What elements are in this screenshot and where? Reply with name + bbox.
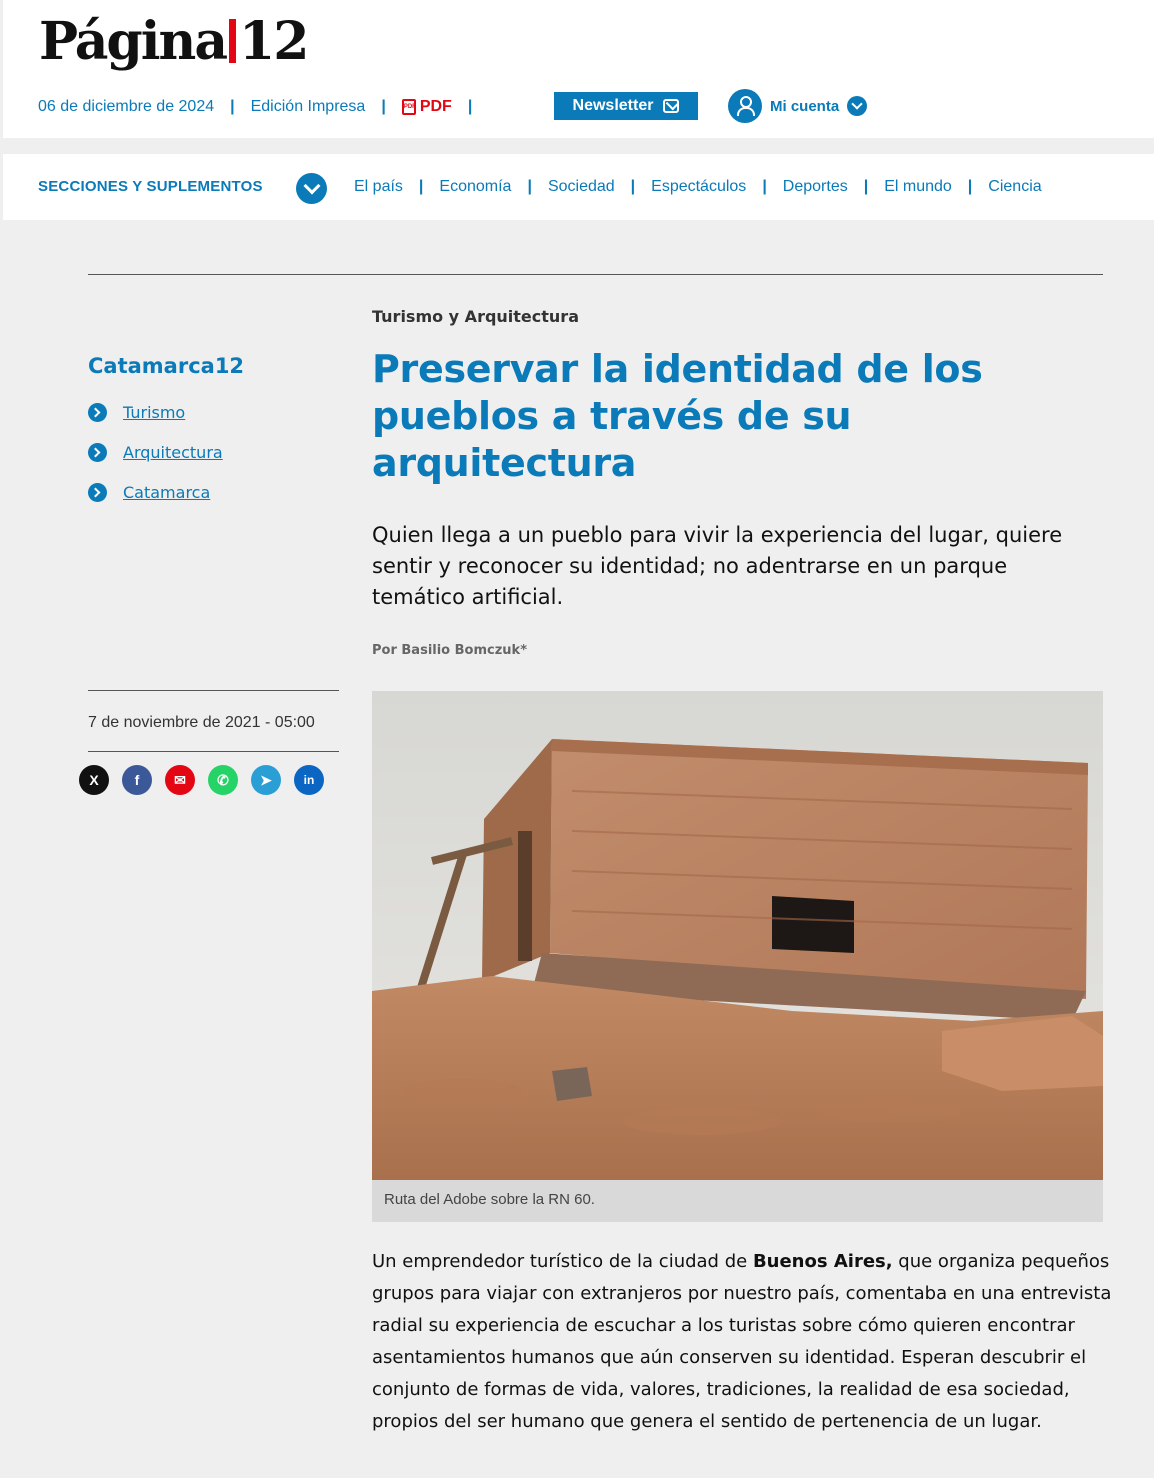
pdf-link[interactable]	[402, 98, 452, 116]
adobe-ruin-illustration	[372, 691, 1103, 1180]
account-menu[interactable]	[728, 89, 867, 123]
user-icon	[728, 89, 762, 123]
whatsapp-share-icon[interactable]: ✆	[208, 765, 238, 795]
sidebar-divider-bottom	[88, 751, 339, 752]
site-logo[interactable]: Página 12	[39, 11, 308, 72]
sections-chevron-icon[interactable]	[296, 173, 327, 204]
nav-links: El país | Economía | Sociedad | Espectáculos | Deportes | El mundo | Ciencia	[354, 178, 1042, 195]
sections-menu-label[interactable]: SECCIONES Y SUPLEMENTOS	[38, 178, 263, 195]
pdf-icon: PDF	[402, 99, 416, 115]
section-nav	[3, 154, 1154, 220]
tag-list	[88, 400, 223, 520]
sidebar-divider-top	[88, 690, 339, 691]
article-figure	[372, 691, 1103, 1222]
article-title: Preservar la identidad de los pueblos a través de su arquitectura	[372, 347, 983, 485]
tag-link-turismo[interactable]: Turismo	[123, 402, 186, 422]
tag-item	[88, 400, 223, 424]
article-photo[interactable]	[372, 691, 1103, 1180]
content-divider	[88, 274, 1103, 275]
email-share-icon[interactable]: ✉	[165, 765, 195, 795]
publish-date: 7 de noviembre de 2021 - 05:00	[88, 714, 315, 731]
header-date: 06 de diciembre de 2024	[38, 98, 215, 115]
edition-link[interactable]: Edición Impresa	[250, 98, 366, 115]
tag-item	[88, 480, 223, 504]
linkedin-share-icon[interactable]: in	[294, 765, 324, 795]
tag-item	[88, 440, 223, 464]
chevron-down-icon	[847, 96, 867, 116]
envelope-icon	[663, 99, 679, 113]
nav-link-sociedad[interactable]: Sociedad	[547, 178, 615, 195]
pdf-label: PDF	[419, 98, 452, 115]
logo-bar	[229, 19, 236, 63]
chevron-right-icon	[88, 403, 107, 422]
sidebar-title[interactable]: Catamarca12	[88, 354, 245, 378]
nav-link-el-mundo[interactable]: El mundo	[884, 178, 952, 195]
x-share-icon[interactable]: X	[79, 765, 109, 795]
photo-caption: Ruta del Adobe sobre la RN 60.	[384, 1191, 595, 1208]
article-byline: Por Basilio Bomczuk*	[372, 643, 527, 658]
tag-link-arquitectura[interactable]: Arquitectura	[123, 442, 223, 462]
chevron-right-icon	[88, 483, 107, 502]
article-lead: Quien llega a un pueblo para vivir la experiencia del lugar, quiere sentir y reconocer su identidad; no adentrarse en un parque temático artificial.	[372, 523, 1063, 609]
newsletter-button[interactable]	[554, 92, 698, 120]
tag-link-catamarca[interactable]: Catamarca	[123, 482, 211, 502]
site-header	[3, 0, 1154, 138]
facebook-share-icon[interactable]: f	[122, 765, 152, 795]
header-meta: 06 de diciembre de 2024 | Edición Impresa | PDF PDF |	[38, 98, 473, 115]
nav-link-deportes[interactable]: Deportes	[782, 178, 848, 195]
nav-link-ciencia[interactable]: Ciencia	[988, 178, 1042, 195]
nav-link-el-pais[interactable]: El país	[354, 178, 403, 195]
article-kicker: Turismo y Arquitectura	[372, 307, 579, 326]
share-bar	[79, 765, 324, 795]
nav-link-economia[interactable]: Economía	[439, 178, 512, 195]
nav-link-espectaculos[interactable]: Espectáculos	[651, 178, 747, 195]
chevron-right-icon	[88, 443, 107, 462]
account-label: Mi cuenta	[770, 97, 840, 115]
telegram-share-icon[interactable]: ➤	[251, 765, 281, 795]
article-body-paragraph: Un emprendedor turístico de la ciudad de Buenos Aires, que organiza pequeños grupos para viajar con extranjeros por nuestro país, comentaba en una entrevista radial su experiencia de escuchar a los turistas sobre cómo quieren encontrar asentamientos humanos que aún conserven su identidad. Esperan descubrir el conjunto de formas de vida, valores, tradiciones, la realidad de esa sociedad, propios del ser humano que genera el sentido de pertenencia de un lugar.	[372, 1251, 1112, 1432]
newsletter-label: Newsletter	[572, 97, 654, 114]
